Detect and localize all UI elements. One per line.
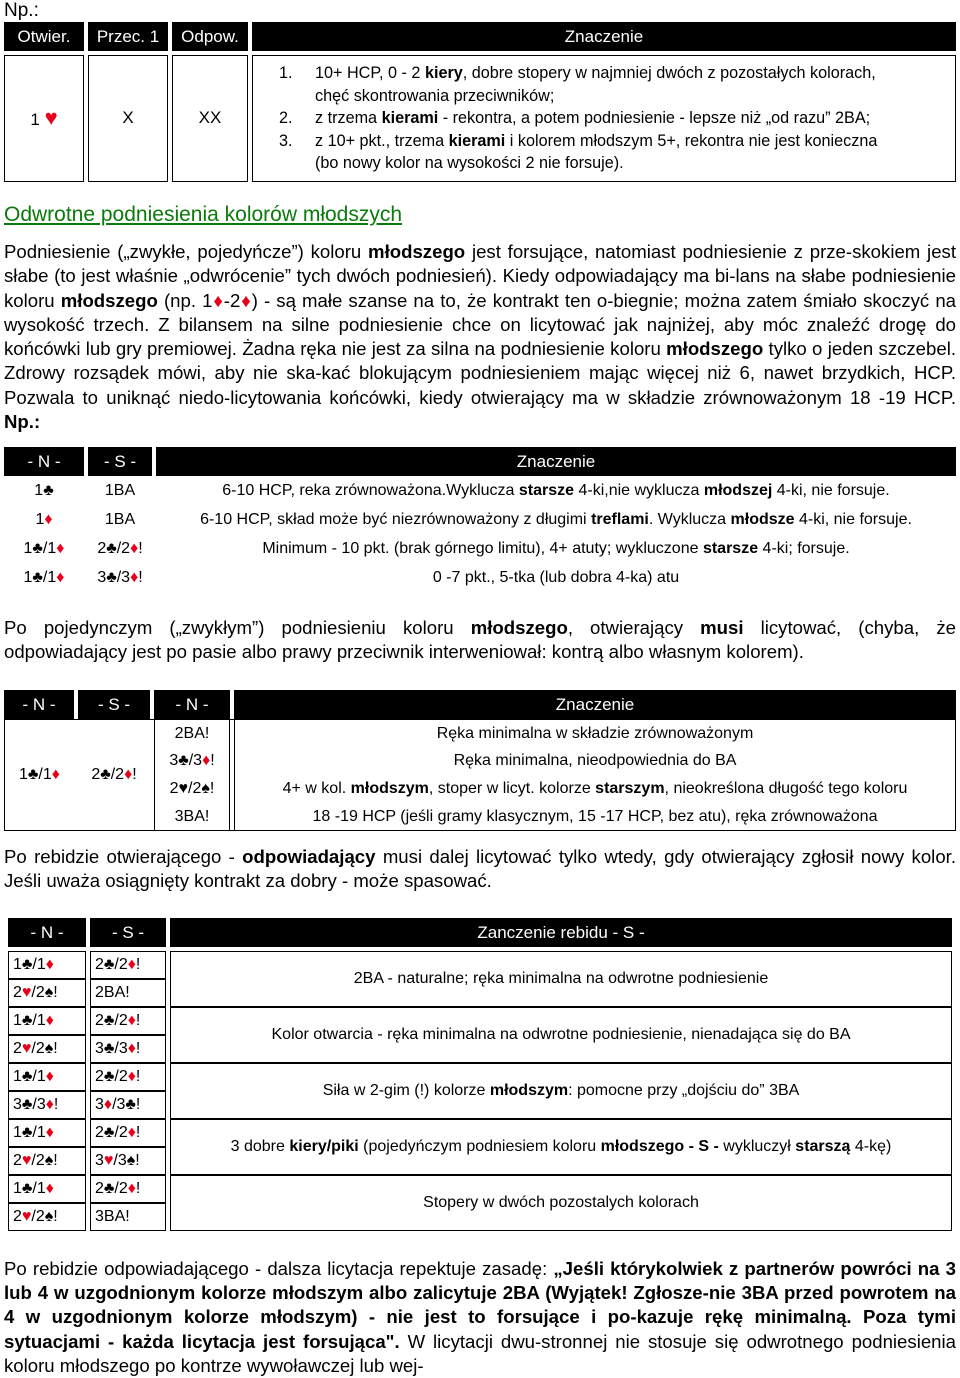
table-opener-rebid — [4, 690, 956, 831]
s-bid: 2♣/2♦! — [78, 719, 150, 831]
n-bid: 1♣/1♦ — [8, 951, 86, 979]
s-bid: 2♣/2♦! — [90, 1063, 166, 1091]
meaning: 0 -7 pkt., 5-tka (lub dobra 4-ka) atu — [432, 568, 680, 586]
paragraph-responder-rebid: Po rebidzie odpowiadającego - dalsza licytacja repektuje zasadę: „Jeśli którykolwiek z partnerów powróci na 3 lub 4 w uzgodnionym kolorze młodszym albo zalicytuje 2BA (Wyjątek! Zgłosze-nie 3BA przed powrotem na 4 w uzgodnionym kolorze młodszym) - nie jest to forsujące i po-kazuje rękę minimalną. Poza tymi sytuacjami - każda licytacja jest forsująca". W licytacji dwu-stronnej nie stosuje się odwrotnego podniesienia koloru młodszego po kontrze wywoławczej lub wej- — [4, 1258, 956, 1376]
overcall: X — [88, 55, 168, 182]
s-bid: 2♣/2♦! — [90, 1175, 166, 1203]
table-row — [8, 951, 952, 979]
meaning: Kolor otwarcia - ręka minimalna na odwrotne podniesienie, nienadająca się do BA — [170, 1007, 952, 1063]
table-header — [4, 690, 956, 719]
n-bid: 3♣/3♦! — [8, 1091, 86, 1119]
s-bid: 1BA — [104, 510, 136, 528]
s-bid: 2♣/2♦! — [97, 539, 143, 557]
col-header: - N - — [4, 447, 84, 476]
list-item: chęć skontrowania przeciwników; — [315, 86, 555, 105]
table-row — [4, 534, 956, 563]
col-header: Przec. 1 — [88, 22, 168, 51]
table-row — [4, 563, 956, 592]
meaning: Minimum - 10 pkt. (brak górnego limitu), 4+ atuty; wykluczone starsze 4-ki; forsuje. — [262, 539, 850, 557]
n-bid: 1♣ — [34, 481, 54, 499]
col-header: Otwier. — [4, 22, 84, 51]
meaning: 6-10 HCP, reka zrównoważona.Wyklucza starsze 4-ki,nie wyklucza młodszej 4-ki, nie forsuje. — [222, 481, 890, 499]
col-header: - N - — [4, 690, 74, 719]
col-header: - S - — [88, 447, 152, 476]
n-bid: 1♣/1♦ — [23, 568, 65, 586]
table-intro — [4, 22, 956, 182]
n-bid: 2♥/2♠! — [8, 1035, 86, 1063]
n-bid: 1♣/1♦ — [8, 1119, 86, 1147]
meaning: Ręka minimalna, nieodpowiednia do BA — [234, 747, 956, 775]
n-rebid: 3BA! — [154, 803, 230, 831]
paragraph-intro: Podniesienie („zwykłe, pojedyńcze”) koloru młodszego jest forsujące, natomiast podniesienie z prze-skokiem jest słabe (to jest właśnie „odwrócenie” tych dwóch podniesień). Kiedy odpowiadający ma bi-lans na słabe podniesienie koloru młodszego (np. 1♦-2♦) - są małe szanse na to, że kontrakt ten o-biegnie; można zatem śmiało skoczyć na wysokość trzech. Z bilansem na silne podniesienie chce on licytować jak najniżej, aby móc znaleźć drogę do końcówki lub gry premiowej. Żadna ręka nie jest za silna na podniesienie koloru młodszego tylko o jeden szczebel. Zdrowy rozsądek mówi, aby nie ska-kać blokującym podniesieniem mając więcej niż 6, nawet brzydkich, HCP. Pozwala to uniknąć niedo-licytowania końcówki, kiedy otwierający ma w składzie zrównoważonym 18 -19 HCP. Np.: — [4, 241, 956, 433]
list-item: (bo nowy kolor na wysokości 2 nie forsuje). — [315, 154, 624, 172]
col-header: - S - — [78, 690, 150, 719]
n-bid: 1♦ — [35, 510, 53, 528]
col-header: Znaczenie — [234, 690, 956, 719]
n-rebid: 2BA! — [154, 719, 230, 747]
list-item: 2. z trzema kierami - rekontra, a potem podniesienie - lepsze niż „od razu” 2BA; — [279, 109, 871, 127]
table-responder-rebid — [8, 918, 952, 1231]
n-bid: 1♣/1♦ — [23, 539, 65, 557]
meaning-cell — [252, 55, 956, 182]
table-row — [8, 1007, 952, 1035]
table-header — [4, 22, 956, 51]
s-bid: 3♣/3♦! — [97, 568, 143, 586]
n-bid: 1♣/1♦ — [4, 719, 74, 831]
table-raises — [4, 447, 956, 592]
s-bid: 2♣/2♦! — [90, 1007, 166, 1035]
col-header: Znaczenie — [252, 22, 956, 51]
list-item: 3. z 10+ pkt., trzema kierami i kolorem młodszym 5+, rekontra nie jest konieczna — [279, 131, 878, 150]
col-header: - S - — [90, 918, 166, 947]
col-header: Znaczenie — [156, 447, 956, 476]
np-label: Np.: — [4, 0, 39, 21]
table-row — [4, 719, 956, 747]
n-bid: 2♥/2♠! — [8, 1203, 86, 1231]
col-header: Zanczenie rebidu - S - — [170, 918, 952, 947]
n-bid: 1♣/1♦ — [8, 1007, 86, 1035]
n-bid: 2♥/2♠! — [8, 1147, 86, 1175]
response: XX — [172, 55, 248, 182]
n-rebid: 3♣/3♦! — [154, 747, 230, 775]
col-header: - N - — [8, 918, 86, 947]
table-row — [8, 1063, 952, 1091]
s-bid: 3♣/3♦! — [90, 1035, 166, 1063]
paragraph-responder: Po rebidzie otwierającego - odpowiadający musi dalej licytować tylko wtedy, gdy otwierający zgłosił nowy kolor. Jeśli uważa osiągnięty kontrakt za dobry - może spasować. — [4, 846, 956, 892]
diamond-icon: ♦ — [240, 289, 252, 311]
meaning: 4+ w kol. młodszym, stoper w licyt. kolorze starszym, nieokreślona długość tego koloru — [234, 775, 956, 803]
n-rebid: 2♥/2♠! — [154, 775, 230, 803]
s-bid: 3BA! — [90, 1203, 166, 1231]
section-heading: Odwrotne podniesienia kolorów młodszych — [4, 203, 403, 226]
s-bid: 2♣/2♦! — [90, 951, 166, 979]
table-row — [8, 1119, 952, 1147]
table-header — [4, 447, 956, 476]
diamond-icon: ♦ — [212, 289, 224, 311]
s-bid: 1BA — [104, 481, 136, 499]
meaning: Ręka minimalna w składzie zrównoważonym — [234, 719, 956, 747]
table-header — [8, 918, 952, 947]
meaning: 2BA - naturalne; ręka minimalna na odwrotne podniesienie — [170, 951, 952, 1007]
s-bid: 2♣/2♦! — [90, 1119, 166, 1147]
n-bid: 1♣/1♦ — [8, 1063, 86, 1091]
col-header: Odpow. — [172, 22, 248, 51]
s-bid: 3♦/3♣! — [90, 1091, 166, 1119]
list-item: 1. 10+ HCP, 0 - 2 kiery, dobre stopery w najmniej dwóch z pozostałych kolorach, — [279, 64, 876, 82]
table-row — [4, 476, 956, 505]
n-bid: 2♥/2♠! — [8, 979, 86, 1007]
paragraph-single-raise: Po pojedynczym („zwykłym”) podniesieniu koloru młodszego, otwierający musi licytować, (chyba, że odpowiadający jest po pasie albo prawy przeciwnik interweniował: kontrą albo własnym kolorem). — [4, 617, 956, 663]
meaning: 6-10 HCP, skład może być niezrównoważony z długimi treflami. Wyklucza młodsze 4-ki, nie forsuje. — [200, 510, 912, 528]
meaning: Siła w 2-gim (!) kolorze młodszym: pomocne przy „dojściu do” 3BA — [170, 1063, 952, 1119]
meaning: 18 -19 HCP (jeśli gramy klasycznym, 15 -17 HCP, bez atu), ręka zrównoważona — [234, 803, 956, 831]
meaning: 3 dobre kiery/piki (pojedyńczym podniesiem koloru młodszego - S - wykluczył starszą 4-kę) — [170, 1119, 952, 1175]
table-row — [8, 1175, 952, 1203]
heart-icon: ♥ — [44, 105, 58, 131]
s-bid: 2BA! — [90, 979, 166, 1007]
n-bid: 1♣/1♦ — [8, 1175, 86, 1203]
bid-level: 1 — [30, 110, 40, 130]
col-header: - N - — [154, 690, 230, 719]
s-bid: 3♥/3♠! — [90, 1147, 166, 1175]
table-row — [4, 505, 956, 534]
meaning: Stopery w dwóch pozostalych kolorach — [170, 1175, 952, 1231]
open-bid — [4, 55, 84, 182]
